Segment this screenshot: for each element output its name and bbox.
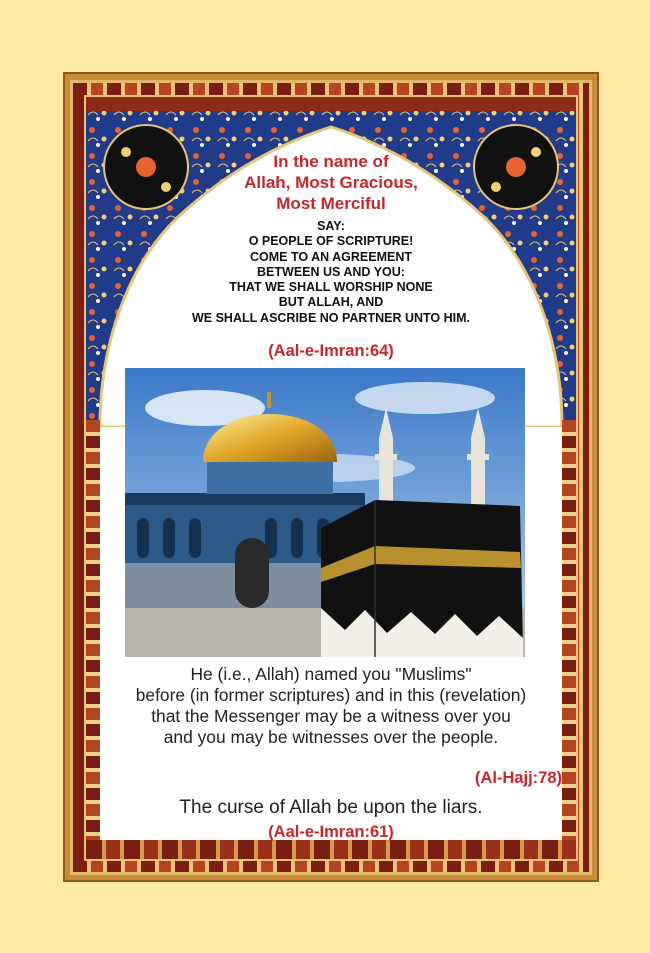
- invocation-line-2: Allah, Most Gracious,: [244, 173, 418, 192]
- verse-line: SAY:: [317, 219, 345, 233]
- quran-passage: [86, 664, 576, 748]
- verse-line: COME TO AN AGREEMENT: [249, 249, 413, 264]
- invocation-line-3: Most Merciful: [276, 194, 386, 213]
- invocation-heading: [86, 151, 576, 214]
- bottom-ornament: [86, 840, 576, 859]
- verse-line: BUT ALLAH, AND: [278, 295, 384, 310]
- kaaba-icon: [321, 500, 523, 657]
- verse-line: O PEOPLE OF SCRIPTURE!: [248, 234, 414, 249]
- verse-line: BETWEEN US AND YOU:: [257, 264, 405, 279]
- passage-line: that the Messenger may be a witness over you: [151, 706, 511, 726]
- verse-line: WE SHALL ASCRIBE NO PARTNER UNTO HIM.: [191, 310, 470, 325]
- verse-reference-2: (Al-Hajj:78): [474, 769, 562, 787]
- verse-reference-1: (Aal-e-Imran:64): [268, 342, 394, 360]
- closing-line: The curse of Allah be upon the liars.: [179, 797, 483, 818]
- verse-line: THAT WE SHALL WORSHIP NONE: [229, 280, 433, 295]
- verse-text: [86, 219, 576, 326]
- passage-line: He (i.e., Allah) named you "Muslims": [190, 664, 472, 684]
- mosque-illustration: [125, 368, 525, 657]
- passage-line: before (in former scriptures) and in this (revelation): [135, 685, 527, 705]
- left-side-ornament: [86, 420, 100, 840]
- passage-line: and you may be witnesses over the people.: [163, 727, 499, 747]
- invocation-line-1: In the name of: [273, 152, 389, 171]
- right-side-ornament: [562, 420, 576, 840]
- verse-reference-3: (Aal-e-Imran:61): [268, 823, 394, 841]
